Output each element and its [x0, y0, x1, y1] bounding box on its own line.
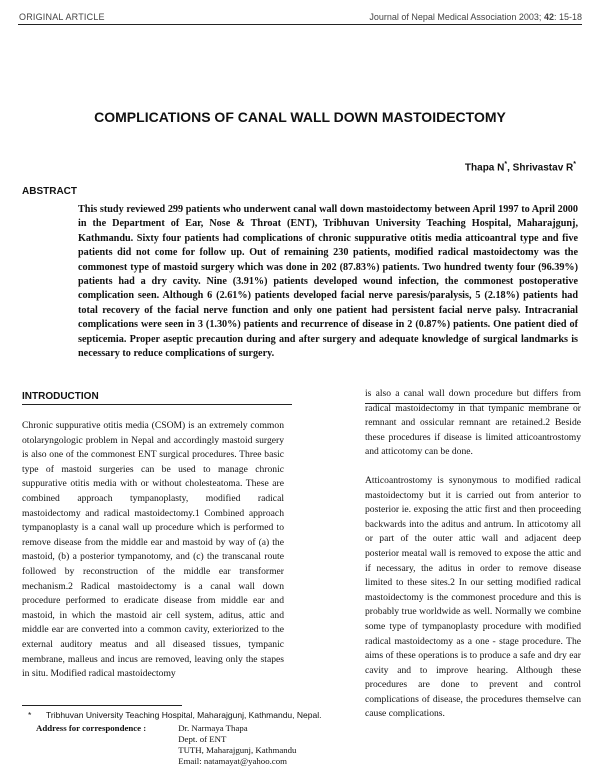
introduction-paragraph-2: is also a canal wall down procedure but differs from radical mastoidectomy in that tympanic membrane or remnant and ossicular remnant are retained.2 Beside these procedures if disease is limited atticoantrostomy and atticotomy can be done.: [365, 388, 581, 458]
correspondence-email[interactable]: Email: natamayat@yahoo.com: [178, 756, 287, 766]
correspondence-label: Address for correspondence :: [36, 723, 147, 733]
correspondence-institution: TUTH, Maharajgunj, Kathmandu: [178, 745, 297, 755]
introduction-paragraph-1: Chronic suppurative otitis media (CSOM) is an extremely common otolaryngologic problem in Nepal and accordingly mastoid surgery is also one of the commonest ENT surgical procedures. Three basic type of mastoid surgeries can be used to manage chronic suppurative otitis media with or without cholesteatoma. These are combined approach tympanoplasty, modified radical mastoidectomy and radical mastoidectomy.1 Combined approach tympanoplasty is a canal wall up procedure which is performed to remove disease from the middle ear and mastoid by way of (a) the mastoid, (b) a posterior tympanotomy, and (c) the transcanal route followed by reconstruction of the middle ear transformer mechanism.2 Radical mastoidectomy is a canal wall down procedure performed to eradicate disease from middle ear and mastoid, in which the mastoid air cell system, aditus, attic and middle ear are converted into a common cavity, exteriorized to the external auditory meatus and all diseased tissues, tympanic membrane, malleus and incus are removed, leaving only the stapes in situ. Modified radical mastoidectomy: [22, 420, 284, 680]
author-1: Thapa N: [464, 162, 505, 174]
author-line: [465, 161, 576, 173]
author-2: Shrivastav R: [512, 162, 574, 174]
introduction-paragraph-3: Atticoantrostomy is synonymous to modified radical mastoidectomy but it is carried out from anterior to posterior ie. exposing the attic first and then proceeding backwards into the aditus and antrum. In atticotomy all or part of the outer attic wall and adjacent deep posterior meatal wall is removed to expose the attic and if necessary, the aditus in order to remove disease limited to these sites.2 In our setting modified radical mastoidectomy is the commonest procedure and this is probably true worldwide as well. Normally we combine some type of tympanoplasty procedure with modified radical mastoidectomy as a one - stage procedure. The aims of these operations is to produce a safe and dry ear cavity and to improve hearing. Although these procedures are done to prevent and control complications of disease, the procedures themselve can cause complications.: [365, 474, 581, 720]
introduction-heading: INTRODUCTION: [22, 391, 99, 402]
journal-pages: : 15-18: [553, 12, 582, 22]
header-divider: [18, 24, 582, 25]
journal-volume: 42: [543, 12, 554, 22]
footnote: [28, 710, 321, 720]
journal-name: Journal of Nepal Medical Association 2003;: [369, 12, 542, 22]
article-type-label: ORIGINAL ARTICLE: [19, 12, 105, 22]
correspondence-dept: Dept. of ENT: [178, 734, 227, 744]
footnote-mark: *: [28, 710, 32, 720]
abstract-heading: ABSTRACT: [22, 186, 77, 197]
correspondence-block: [36, 723, 296, 767]
correspondence-lines: [178, 723, 296, 767]
author-1-mark: *: [504, 161, 508, 168]
journal-citation: [369, 12, 582, 22]
abstract-text: This study reviewed 299 patients who underwent canal wall down mastoidectomy between April 1997 to April 2000 in the Department of Ear, Nose & Throat (ENT), Tribhuvan University Teaching Hospital, Maharajgunj, Kathmandu. Sixty four patients had complications of chronic suppurative otitis media atticoantral type and five patients did not come for follow up. Out of remaining 230 patients, modified radical mastoidectomy was the commonest type of mastoid surgery which was done in 202 (87.83%) patients. Two hundred twenty four (96.39%) patients had a dry cavity. Nine (3.91%) patients developed wound infection, the commonest postoperative complication seen. Although 6 (2.61%) patients developed facial nerve paresis/paralysis, 5 (2.18%) patients had total recovery of the facial nerve function and only one patient had persistent facial nerve palsy. Intracranial complications were seen in 3 (1.30%) patients and recurrence of disease in 2 (0.87%) patients. One patient died of septicemia. Proper aseptic precaution during and after surgery and adequate knowledge of surgical landmarks is necessary to reduce complications of surgery.: [78, 204, 578, 360]
introduction-right-column: [365, 387, 581, 722]
author-2-mark: *: [573, 161, 576, 168]
correspondence-name: Dr. Narmaya Thapa: [178, 723, 248, 733]
left-column-rule: [22, 404, 292, 405]
author-separator: ,: [507, 162, 513, 174]
footnote-affiliation: Tribhuvan University Teaching Hospital, Maharajgunj, Kathmandu, Nepal.: [46, 710, 322, 720]
article-title: COMPLICATIONS OF CANAL WALL DOWN MASTOIDECTOMY: [94, 109, 506, 125]
footnote-divider: [22, 705, 182, 706]
introduction-left-column: [22, 419, 284, 682]
